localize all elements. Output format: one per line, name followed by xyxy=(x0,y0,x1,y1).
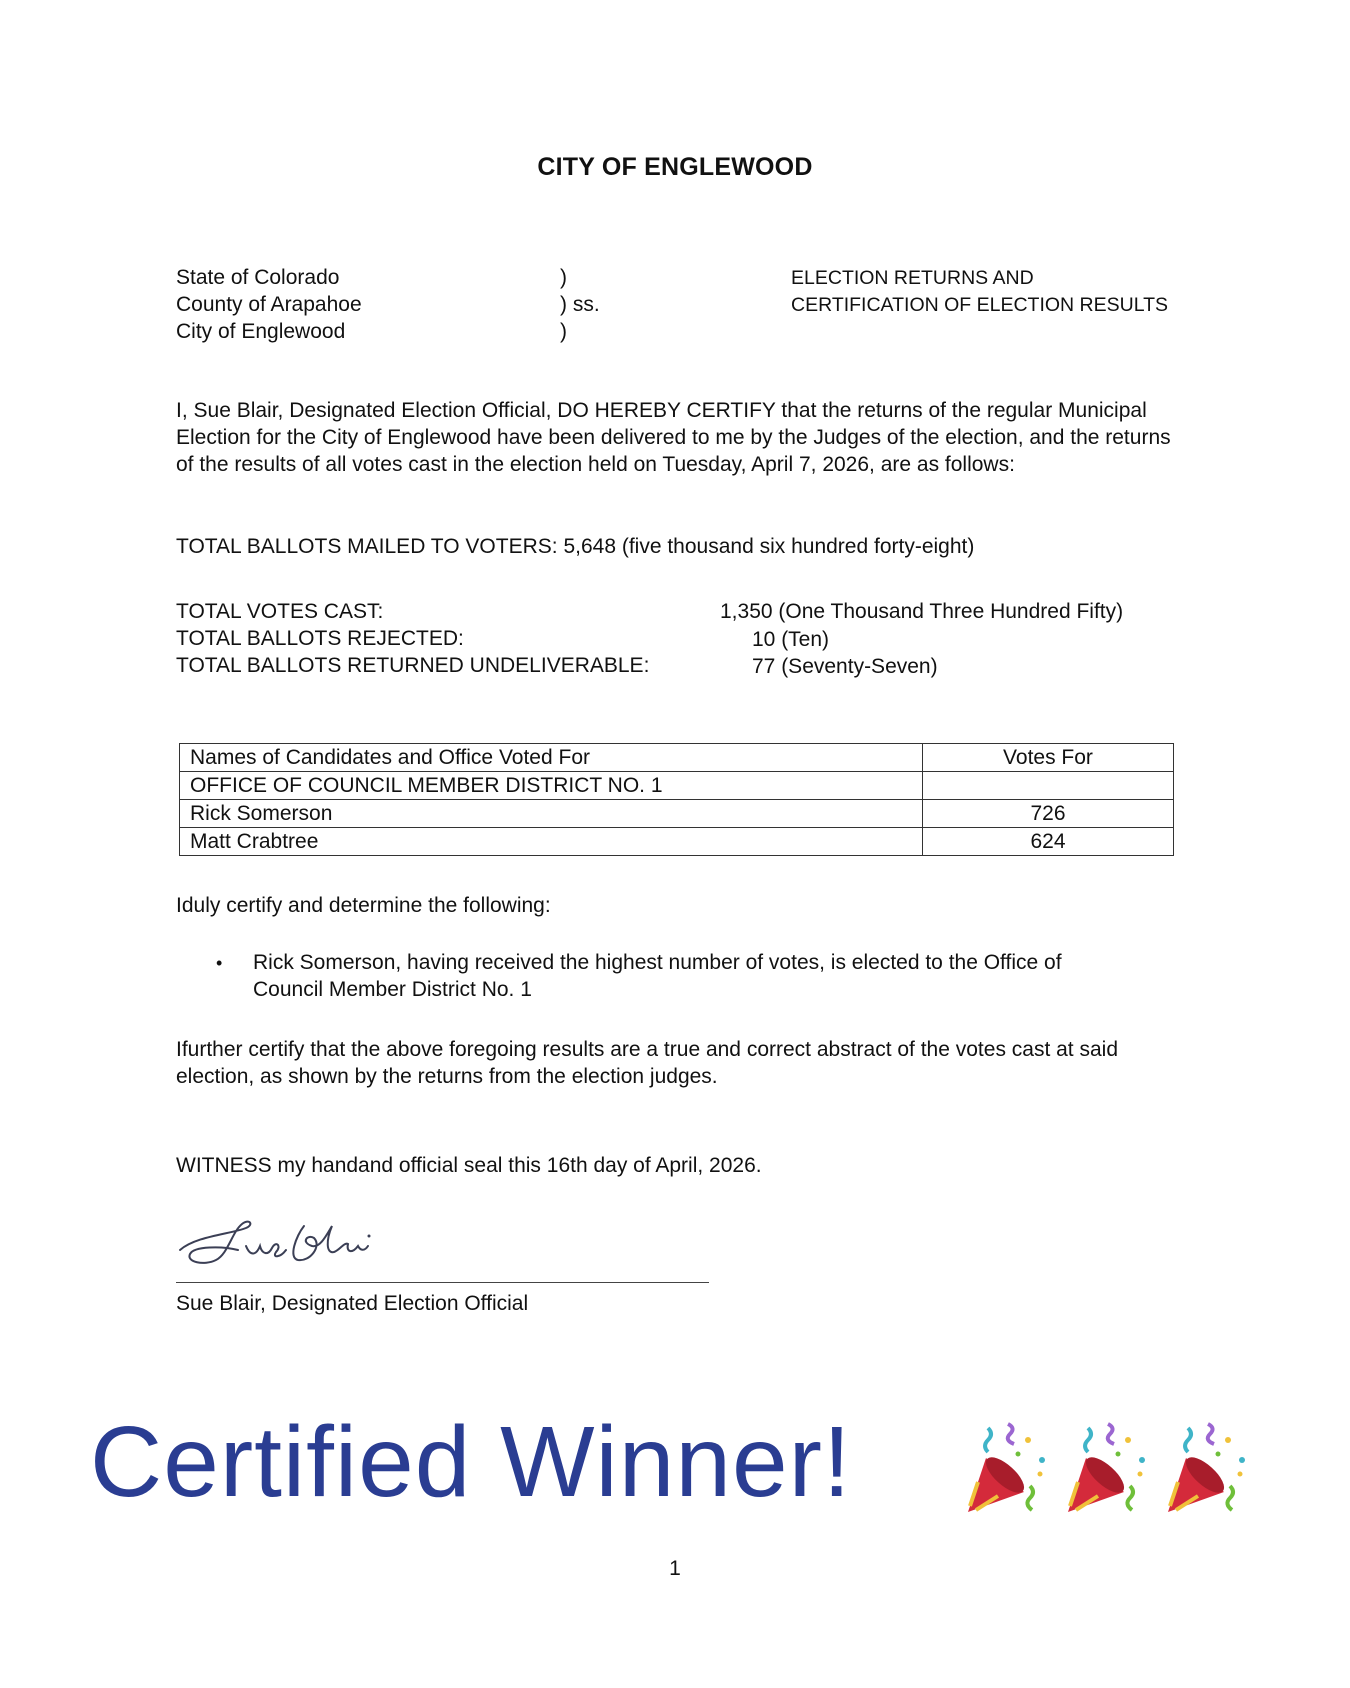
returns-heading-1: ELECTION RETURNS AND xyxy=(791,267,1034,289)
venue-bracket-3: ) xyxy=(560,320,567,343)
table-header-row xyxy=(180,744,1174,772)
total-rejected-label: TOTAL BALLOTS REJECTED: xyxy=(176,627,464,650)
total-votes-label: TOTAL VOTES CAST: xyxy=(176,600,384,623)
bullet-marker: • xyxy=(216,953,223,973)
candidate-name: Rick Somerson xyxy=(180,800,923,828)
signature-caption: Sue Blair, Designated Election Official xyxy=(176,1292,529,1315)
office-name: OFFICE OF COUNCIL MEMBER DISTRICT NO. 1 xyxy=(180,772,923,800)
returns-heading-2: CERTIFICATION OF ELECTION RESULTS xyxy=(791,294,1169,316)
venue-bracket-1: ) xyxy=(560,266,567,289)
party-popper-icon xyxy=(1158,1420,1250,1520)
winner-statement-line-2: Council Member District No. 1 xyxy=(253,978,532,1001)
signature-image xyxy=(176,1206,376,1276)
party-popper-icon xyxy=(1058,1420,1150,1520)
total-undeliverable-value: 77 (Seventy-Seven) xyxy=(752,655,938,678)
further-certify: Ifurther certify that the above foregoing results are a true and correct abstract of the votes cast at said election, as shown by the returns from the election judges. xyxy=(176,1038,1118,1088)
signature-line xyxy=(176,1282,709,1283)
party-popper-icon xyxy=(958,1420,1050,1520)
venue-state: State of Colorado xyxy=(176,266,340,289)
header-candidates: Names of Candidates and Office Voted For xyxy=(180,744,923,772)
determine-intro: Iduly certify and determine the following: xyxy=(176,894,551,917)
candidate-name: Matt Crabtree xyxy=(180,828,923,856)
total-votes-value: 1,350 (One Thousand Three Hundred Fifty) xyxy=(720,600,1124,623)
office-votes-empty xyxy=(923,772,1174,800)
table-office-row xyxy=(180,772,1174,800)
total-rejected-value: 10 (Ten) xyxy=(752,628,830,651)
certified-winner-banner: Certified Winner! xyxy=(90,1406,852,1518)
document-title: CITY OF ENGLEWOOD xyxy=(537,153,813,181)
winner-statement-line-1: Rick Somerson, having received the highest number of votes, is elected to the Office of xyxy=(253,951,1062,974)
venue-bracket-ss: ) ss. xyxy=(560,293,600,316)
venue-county: County of Arapahoe xyxy=(176,293,362,316)
page-number: 1 xyxy=(669,1557,681,1580)
candidate-votes: 624 xyxy=(923,828,1174,856)
venue-city: City of Englewood xyxy=(176,320,346,343)
candidate-votes: 726 xyxy=(923,800,1174,828)
total-undeliverable-label: TOTAL BALLOTS RETURNED UNDELIVERABLE: xyxy=(176,654,650,677)
ballots-mailed: TOTAL BALLOTS MAILED TO VOTERS: 5,648 (five thousand six hundred forty-eight) xyxy=(176,535,975,558)
table-row xyxy=(180,800,1174,828)
witness-line: WITNESS my handand official seal this 16th day of April, 2026. xyxy=(176,1154,762,1177)
table-row xyxy=(180,828,1174,856)
certification-intro: I, Sue Blair, Designated Election Official, DO HEREBY CERTIFY that the returns of the regular Municipal Election for the City of Englewood have been delivered to me by the Judges of the election, and the returns of the results of all votes cast in the election held on Tuesday, April 7, 2026, are as follows: xyxy=(176,399,1171,476)
results-table xyxy=(179,743,1174,856)
header-votes: Votes For xyxy=(923,744,1174,772)
